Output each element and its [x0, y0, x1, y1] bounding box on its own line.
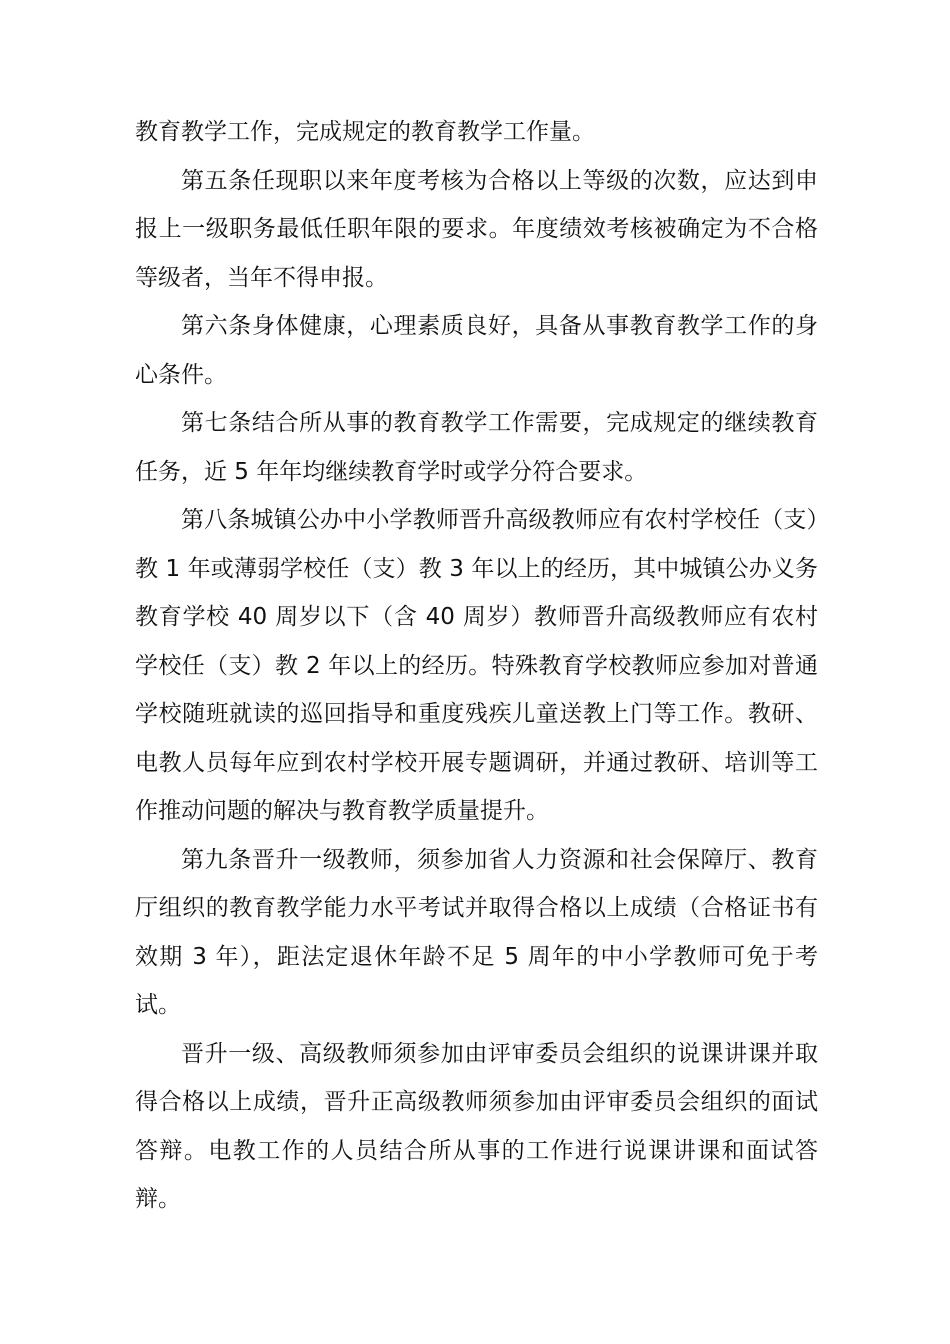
document-body	[135, 108, 818, 1224]
paragraph-article-7: 第七条结合所从事的教育教学工作需要，完成规定的继续教育任务，近 5 年年均继续教育学时或学分符合要求。	[135, 410, 818, 485]
paragraph-continuation: 教育教学工作，完成规定的教育教学工作量。	[135, 119, 595, 145]
paragraph-lecture-interview: 晋升一级、高级教师须参加由评审委员会组织的说课讲课并取得合格以上成绩，晋升正高级教师须参加由评审委员会组织的面试答辩。电教工作的人员结合所从事的工作进行说课讲课和面试答辩。	[135, 1040, 818, 1212]
paragraph-article-9: 第九条晋升一级教师，须参加省人力资源和社会保障厅、教育厅组织的教育教学能力水平考试并取得合格以上成绩（合格证书有效期 3 年），距法定退休年龄不足 5 周年的中小学教师可免于考试。	[135, 846, 818, 1018]
paragraph-article-6: 第六条身体健康，心理素质良好，具备从事教育教学工作的身心条件。	[135, 313, 818, 388]
paragraph-article-5: 第五条任现职以来年度考核为合格以上等级的次数，应达到申报上一级职务最低任职年限的要求。年度绩效考核被确定为不合格等级者，当年不得申报。	[135, 167, 818, 291]
paragraph-article-8: 第八条城镇公办中小学教师晋升高级教师应有农村学校任（支）教 1 年或薄弱学校任（支）教 3 年以上的经历，其中城镇公办义务教育学校 40 周岁以下（含 40 周岁）教师晋升高级教师应有农村学校任（支）教 2 年以上的经历。特殊教育学校教师应参加对普通学校随班就读的巡回指导和重度残疾儿童送教上门等工作。教研、电教人员每年应到农村学校开展专题调研，并通过教研、培训等工作推动问题的解决与教育教学质量提升。	[135, 507, 818, 824]
